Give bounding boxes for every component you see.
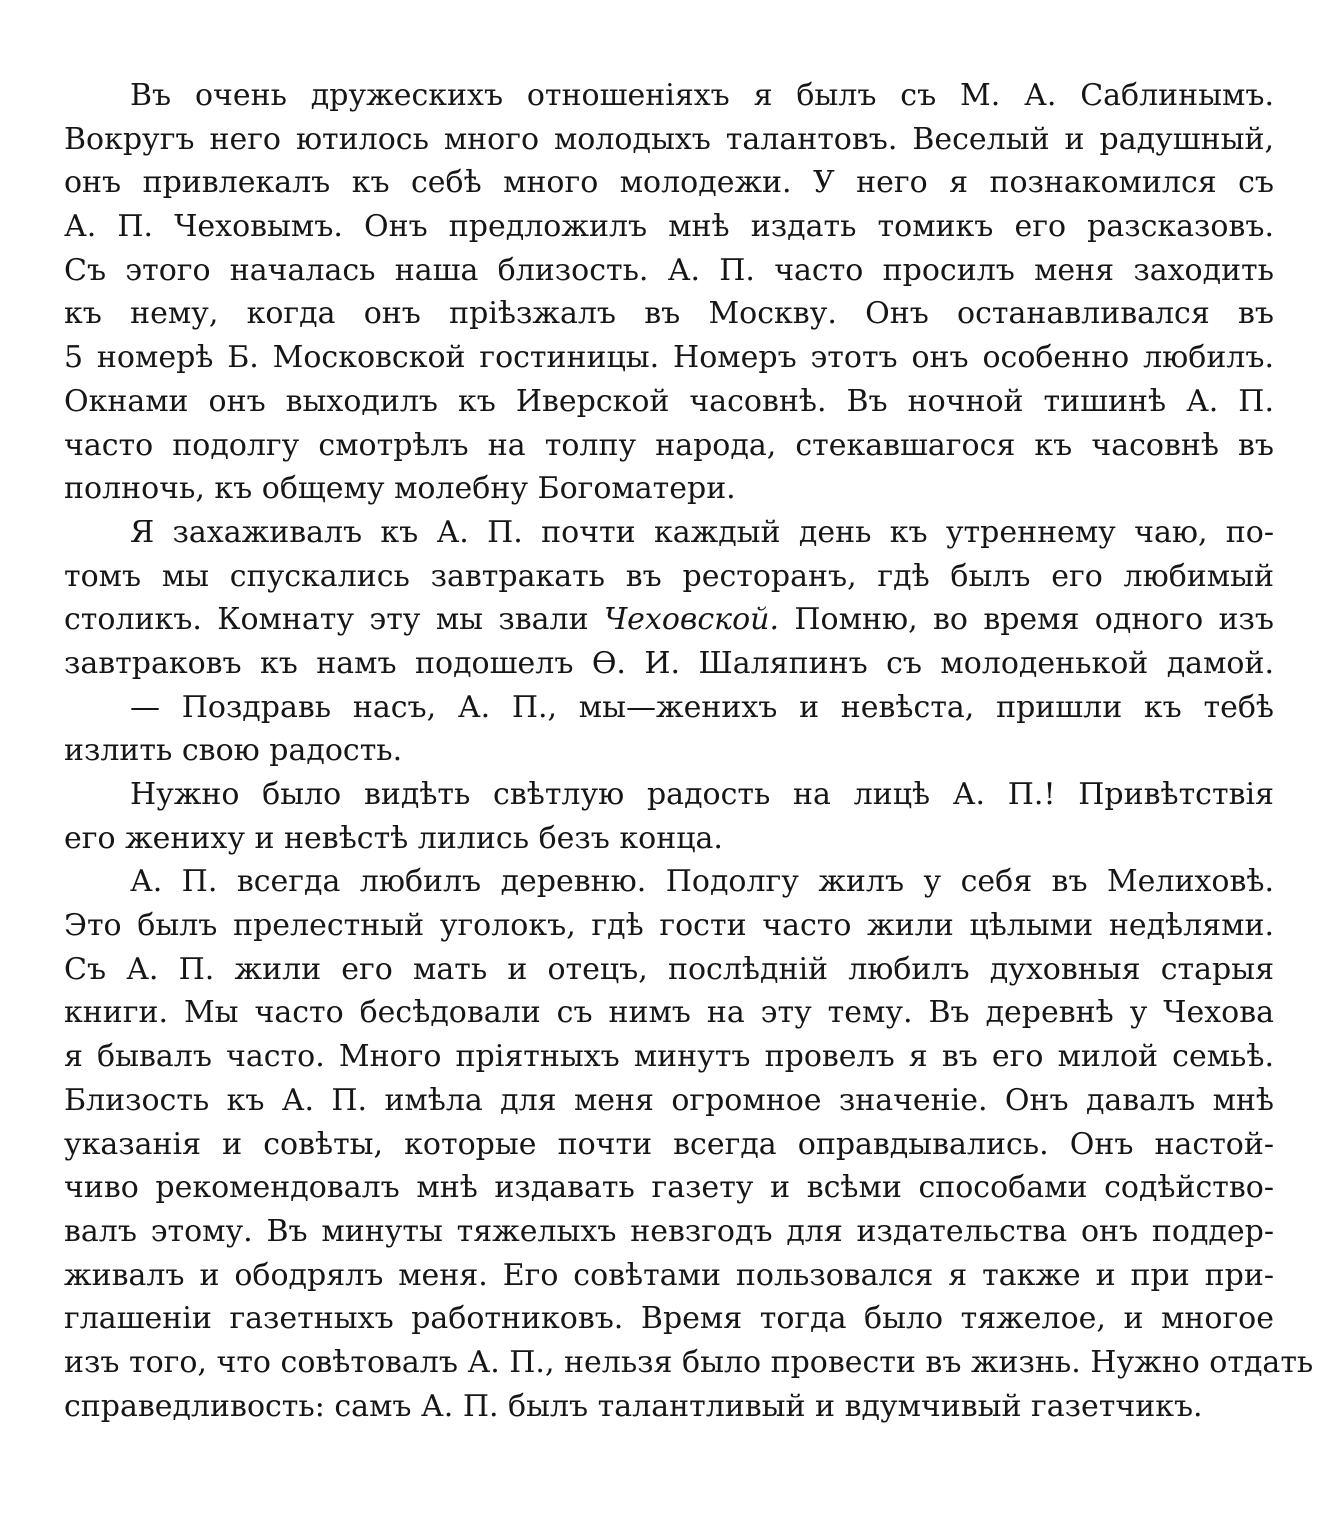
text-line: Близость къ А. П. имѣла для меня огромное значеніе. Онъ давалъ мнѣ — [64, 1082, 1274, 1118]
text-line: онъ привлекалъ къ себѣ много молодежи. У него я познакомился съ — [64, 165, 1274, 201]
text-line: Въ очень дружескихъ отношеніяхъ я былъ съ М. А. Саблинымъ. — [130, 78, 1274, 113]
text-line: излить свою радость. — [64, 733, 403, 769]
text-line: Окнами онъ выходилъ къ Иверской часовнѣ. Въ ночной тишинѣ А. П. — [64, 383, 1274, 419]
text-line: А. П. всегда любилъ деревню. Подолгу жилъ у себя въ Мелиховѣ. — [130, 864, 1274, 900]
text-line: изъ того, что совѣтовалъ А. П., нельзя было провести въ жизнь. Нужно отдать — [64, 1344, 1314, 1380]
text-line: Съ этого началась наша близость. А. П. часто просилъ меня заходить — [64, 252, 1274, 288]
text-line — [64, 598, 1274, 642]
text-line: указанія и совѣты, которые почти всегда оправдывались. Онъ настой- — [64, 1126, 1274, 1162]
page-text — [64, 74, 1314, 1428]
text-segment: Помню, во время одного изъ — [779, 602, 1274, 638]
text-line: завтраковъ къ намъ подошелъ Ѳ. И. Шаляпинъ съ молоденькой дамой. — [64, 645, 1274, 681]
text-line: къ нему, когда онъ пріѣзжалъ въ Москву. Онъ останавливался въ — [64, 296, 1274, 332]
text-line: А. П. Чеховымъ. Онъ предложилъ мнѣ издать томикъ его разсказовъ. — [64, 209, 1274, 245]
text-line: томъ мы спускались завтракать въ ресторанъ, гдѣ былъ его любимый — [64, 558, 1274, 594]
text-line: полночь, къ общему молебну Богоматери. — [64, 471, 736, 507]
text-segment: столикъ. Комнату эту мы звали — [64, 602, 604, 638]
text-line: я бывалъ часто. Много пріятныхъ минутъ провелъ я въ его милой семьѣ. — [64, 1039, 1274, 1075]
text-line: глашеніи газетныхъ работниковъ. Время тогда было тяжелое, и многое — [64, 1301, 1274, 1337]
text-line: часто подолгу смотрѣлъ на толпу народа, стекавшагося къ часовнѣ въ — [64, 427, 1274, 463]
text-line: Съ А. П. жили его мать и отецъ, послѣдній любилъ духовныя старыя — [64, 951, 1274, 987]
text-line: Я захаживалъ къ А. П. почти каждый день къ утреннему чаю, по- — [130, 514, 1274, 550]
text-line: валъ этому. Въ минуты тяжелыхъ невзгодъ для издательства онъ поддер- — [64, 1213, 1274, 1249]
text-line: Вокругъ него ютилось много молодыхъ талантовъ. Веселый и радушный, — [64, 121, 1274, 157]
text-line: книги. Мы часто бесѣдовали съ нимъ на эту тему. Въ деревнѣ у Чехова — [64, 995, 1274, 1031]
text-line: — Поздравь насъ, А. П., мы—женихъ и невѣста, пришли къ тебѣ — [130, 689, 1274, 725]
text-line: живалъ и ободрялъ меня. Его совѣтами пользовался я также и при при- — [64, 1257, 1274, 1293]
text-line: Это былъ прелестный уголокъ, гдѣ гости часто жили цѣлыми недѣлями. — [64, 908, 1274, 944]
text-line: справедливость: самъ А. П. былъ талантливый и вдумчивый газетчикъ. — [64, 1388, 1203, 1424]
text-line: 5 номерѣ Б. Московской гостиницы. Номеръ этотъ онъ особенно любилъ. — [64, 340, 1274, 376]
text-line: Нужно было видѣть свѣтлую радость на лицѣ А. П.! Привѣтствія — [130, 777, 1274, 812]
text-line: его жениху и невѣстѣ лились безъ конца. — [64, 820, 723, 856]
text-line: чиво рекомендовалъ мнѣ издавать газету и всѣми способами содѣйство- — [64, 1170, 1274, 1206]
italic-text-segment: Чеховской. — [603, 602, 780, 638]
